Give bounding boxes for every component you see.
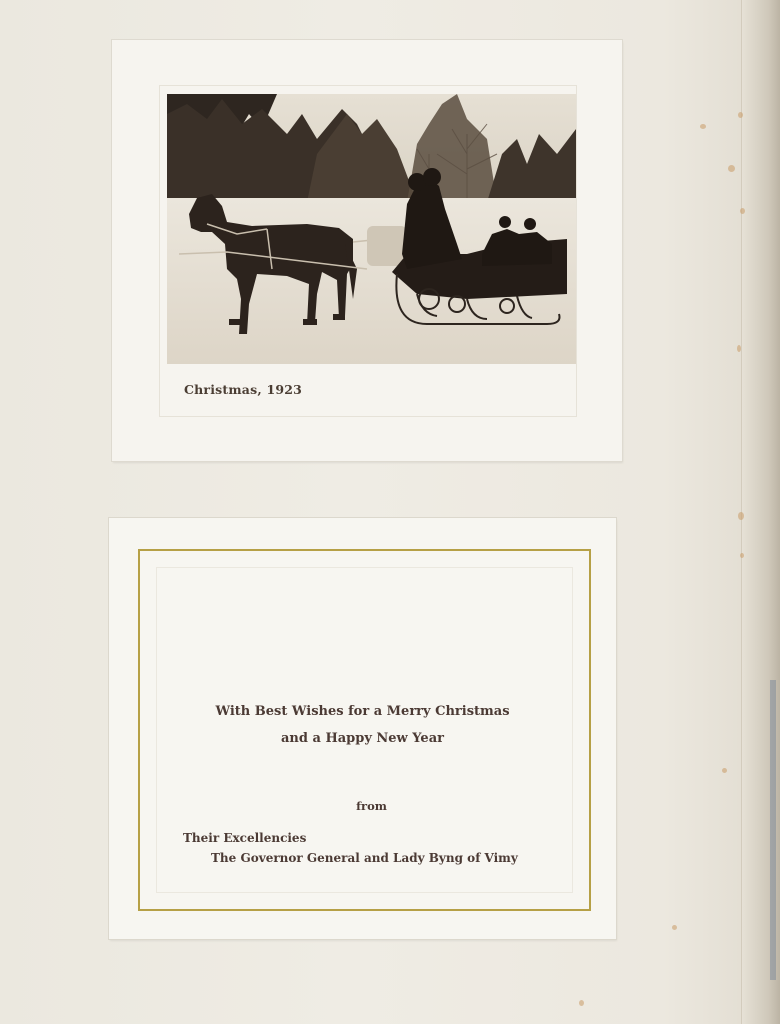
senders-name: The Governor General and Lady Byng of Vimy [211,851,518,865]
photo-caption: Christmas, 1923 [184,382,303,397]
greeting-line-2: and a Happy New Year [281,731,444,746]
foxing-spot [740,208,745,214]
foxing-spot [579,1000,584,1006]
photo-card [112,40,622,461]
foxing-spot [738,112,743,118]
excellencies-label: Their Excellencies [183,831,307,845]
foxing-spot [738,512,744,520]
greeting-card [109,518,616,939]
greeting-line-1: With Best Wishes for a Merry Christmas [215,704,510,719]
from-label: from [356,799,387,813]
foxing-spot [700,124,706,129]
foxing-spot [740,553,744,558]
foxing-spot [672,925,677,930]
page-edge-shadow [770,680,776,980]
foxing-spot [737,345,741,352]
foxing-spot [728,165,735,172]
sleigh-photograph [167,94,576,364]
foxing-spot [722,768,727,773]
